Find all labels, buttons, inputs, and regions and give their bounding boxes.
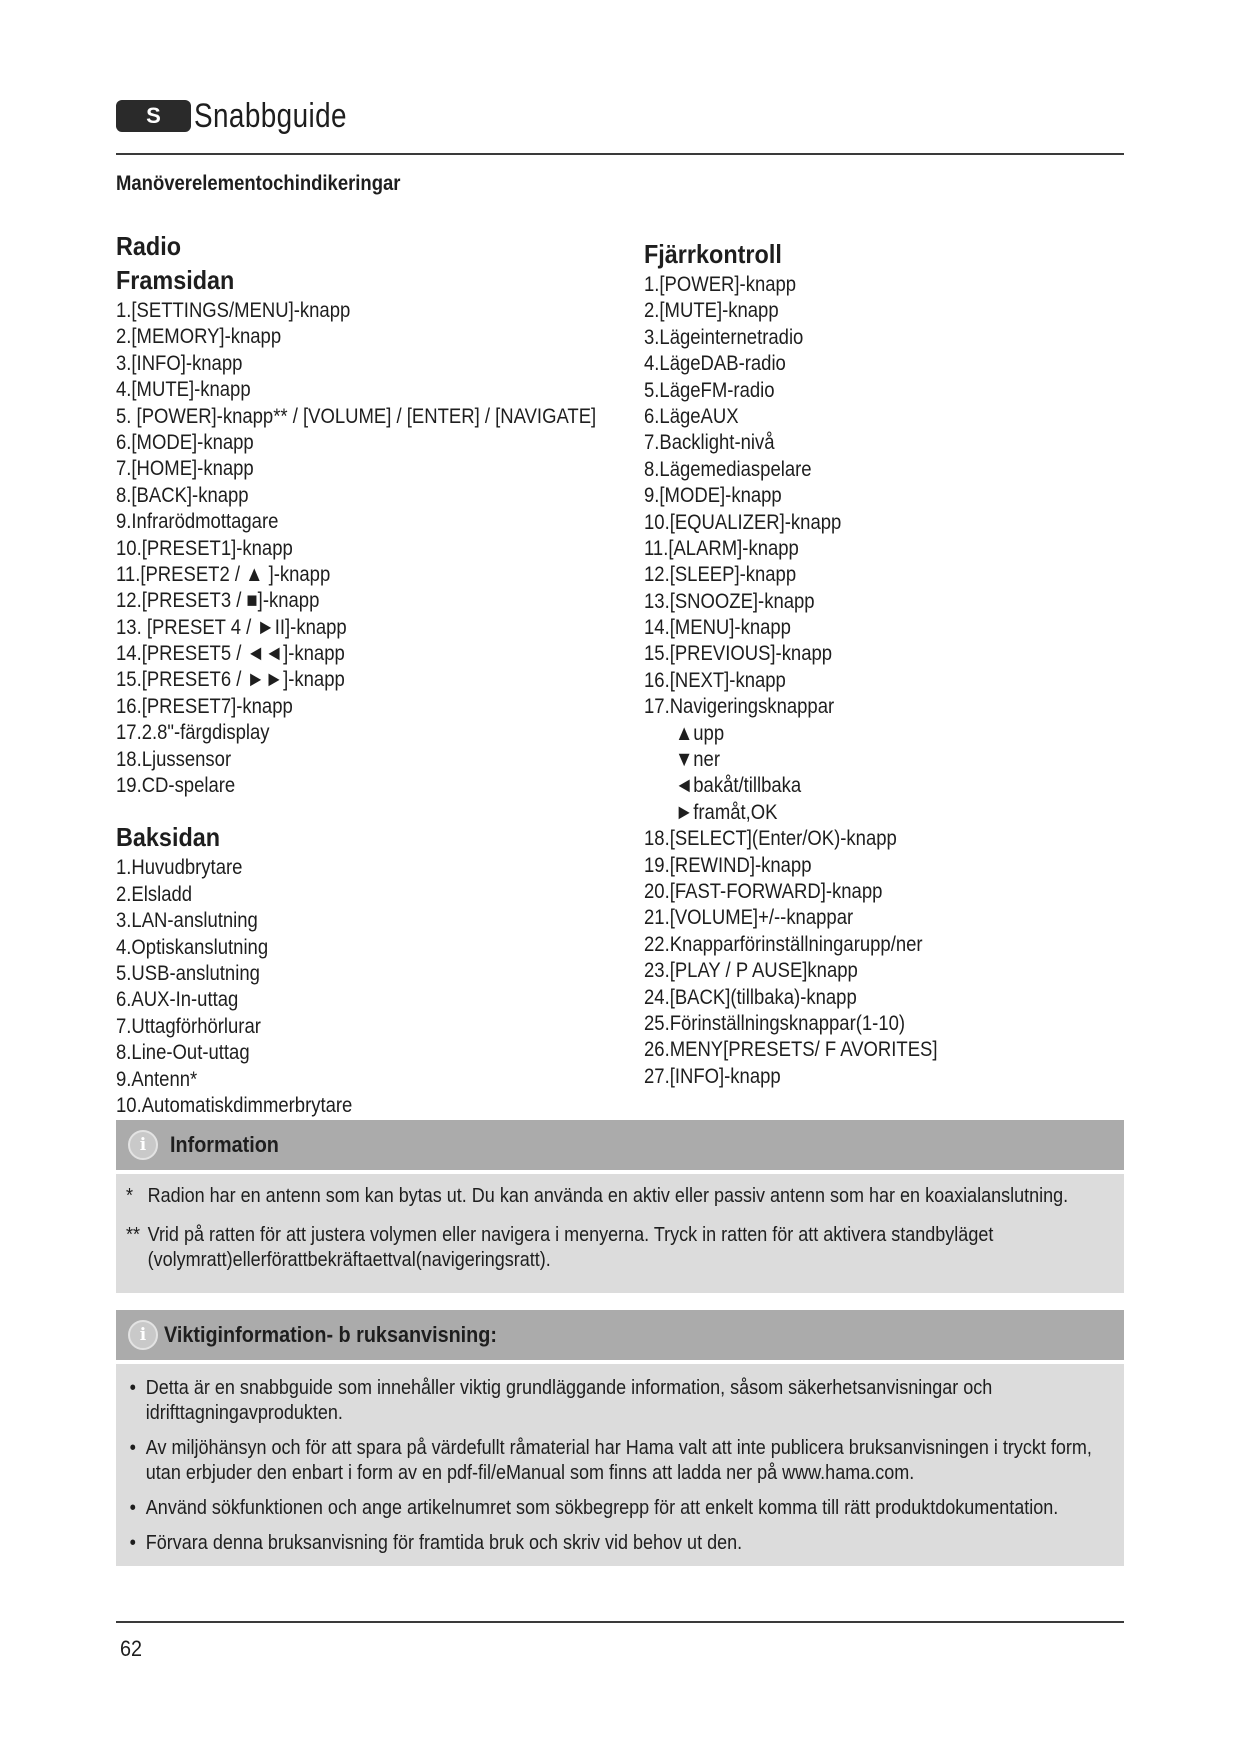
important-body xyxy=(116,1364,1124,1566)
list-item: 7.Uttagförhörlurar xyxy=(116,1013,261,1038)
list-item: 4.LägeDAB-radio xyxy=(644,351,786,376)
list-item: 16.[PRESET7]-knapp xyxy=(116,693,293,718)
list-item: 19.[REWIND]-knapp xyxy=(644,852,812,877)
list-item: 8.Line-Out-uttag xyxy=(116,1040,250,1065)
bullet-text: Förvara denna bruksanvisning för framtida bruk och skriv vid behov ut den. xyxy=(145,1532,743,1554)
list-item: 8.Lägemediaspelare xyxy=(644,456,812,481)
list-item: 6.LägeAUX xyxy=(644,403,739,428)
list-item: 17.Navigeringsknappar xyxy=(644,694,835,719)
page-number: 62 xyxy=(120,1636,143,1661)
list-item: 9.[MODE]-knapp xyxy=(644,483,782,508)
radio-heading: Radio xyxy=(116,231,182,261)
bullet-text: Använd sökfunktionen och ange artikelnumret som sökbegrepp för att enkelt komma till rätt produktdokumentation. xyxy=(145,1497,1059,1519)
remote-list-continued xyxy=(644,825,1124,1089)
list-item: 15.[PREVIOUS]-knapp xyxy=(644,641,833,666)
info-icon: i xyxy=(128,1130,158,1160)
list-item: 9.Antenn* xyxy=(116,1066,198,1091)
list-item: 1.[SETTINGS/MENU]-knapp xyxy=(116,298,351,322)
list-item: 20.[FAST-FORWARD]-knapp xyxy=(644,878,883,903)
list-item: 11.[ALARM]-knapp xyxy=(644,535,799,560)
note-item xyxy=(126,1223,1105,1273)
list-item: 5.LägeFM-radio xyxy=(644,377,775,402)
list-item: 22.Knapparförinställningarupp/ner xyxy=(644,931,923,956)
list-item: 4.[MUTE]-knapp xyxy=(116,377,251,402)
list-item: 27.[INFO]-knapp xyxy=(644,1063,781,1088)
note-marker: ** xyxy=(126,1224,141,1246)
list-item: 6.[MODE]-knapp xyxy=(116,429,254,454)
list-item: 13. [PRESET 4 / ►II]-knapp xyxy=(116,614,347,639)
list-item: 12.[PRESET3 / ■]-knapp xyxy=(116,588,320,613)
information-header xyxy=(116,1120,1124,1170)
page-header xyxy=(116,96,381,136)
list-item: 19.CD-spelare xyxy=(116,773,236,798)
back-heading: Baksidan xyxy=(116,822,221,853)
list-item: 2.[MUTE]-knapp xyxy=(644,298,779,323)
language-badge: S xyxy=(116,100,191,132)
list-item: ▲upp xyxy=(674,720,725,745)
list-item: 21.[VOLUME]+/--knappar xyxy=(644,905,854,930)
information-body xyxy=(116,1174,1124,1293)
remote-list xyxy=(644,271,1124,720)
list-item: ▼ner xyxy=(674,747,720,772)
list-item: 2.[MEMORY]-knapp xyxy=(116,324,282,349)
information-box xyxy=(116,1120,1124,1293)
list-item: 15.[PRESET6 / ►►]-knapp xyxy=(116,667,345,692)
note-text: Radion har en antenn som kan bytas ut. Du kan använda en aktiv eller passiv antenn som har en koaxialanslutning. xyxy=(147,1185,1069,1207)
important-title: Viktiginformation- b ruksanvisning: xyxy=(164,1322,497,1347)
list-item: 23.[PLAY / P AUSE]knapp xyxy=(644,958,858,983)
list-item: 25.Förinställningsknappar(1-10) xyxy=(644,1010,906,1035)
important-info-box xyxy=(116,1310,1124,1566)
bullet-item: • Detta är en snabbguide som innehåller viktig grundläggande information, såsom säkerhetsanvisningar och idrifttagningavprodukten. xyxy=(126,1376,1105,1426)
list-item: 3.Lägeinternetradio xyxy=(644,324,804,349)
front-list xyxy=(116,297,656,798)
list-item: 17.2.8"-färgdisplay xyxy=(116,720,270,745)
list-item: 14.[PRESET5 / ◄◄]-knapp xyxy=(116,641,345,666)
remote-column xyxy=(644,237,1124,1089)
list-item: ◄bakåt/tillbaka xyxy=(674,773,802,798)
note-item xyxy=(126,1184,1105,1209)
important-header xyxy=(116,1310,1124,1360)
list-item: 4.Optiskanslutning xyxy=(116,934,269,959)
list-item: 1.Huvudbrytare xyxy=(116,855,243,880)
front-heading: Framsidan xyxy=(116,265,235,295)
information-title: Information xyxy=(170,1132,279,1157)
list-item: 3.[INFO]-knapp xyxy=(116,350,243,375)
remote-heading: Fjärrkontroll xyxy=(644,239,782,269)
list-item: 13.[SNOOZE]-knapp xyxy=(644,588,815,613)
list-item: 10.Automatiskdimmerbrytare xyxy=(116,1092,353,1117)
note-text: Vrid på ratten för att justera volymen eller navigera i menyerna. Tryck in ratten för att aktivera standbyläget (volymratt)ellerförattbekräftaettval(navigeringsratt). xyxy=(147,1224,994,1271)
list-item: 10.[PRESET1]-knapp xyxy=(116,535,293,560)
bullet-item: • Förvara denna bruksanvisning för framtida bruk och skriv vid behov ut den. xyxy=(129,1532,743,1554)
bullet-text: Av miljöhänsyn och för att spara på värdefullt råmaterial har Hama valt att inte publicera bruksanvisningen i tryckt form, utan erbjuder den enbart i form av en pdf-fil/eManual som finns att ladda ner på www.hama.com. xyxy=(145,1437,1092,1484)
list-item: 8.[BACK]-knapp xyxy=(116,482,249,507)
page-title: Snabbguide xyxy=(194,96,347,135)
list-item: 9.Infrarödmottagare xyxy=(116,509,279,534)
list-item: 14.[MENU]-knapp xyxy=(644,615,791,640)
footer-divider xyxy=(116,1621,1124,1623)
list-item: 5. [POWER]-knapp** / [VOLUME] / [ENTER] / [NAVIGATE] xyxy=(116,403,597,428)
bullet-item: • Använd sökfunktionen och ange artikelnumret som sökbegrepp för att enkelt komma till rätt produktdokumentation. xyxy=(129,1497,1059,1519)
list-item: 5.USB-anslutning xyxy=(116,960,260,985)
list-item: 2.Elsladd xyxy=(116,881,193,906)
back-list xyxy=(116,854,656,1118)
list-item: 26.MENY[PRESETS/ F AVORITES] xyxy=(644,1037,938,1062)
list-item: ►framåt,OK xyxy=(674,799,778,824)
list-item: 7.Backlight-nivå xyxy=(644,430,775,455)
list-item: 1.[POWER]-knapp xyxy=(644,272,797,296)
bullet-item: • Av miljöhänsyn och för att spara på värdefullt råmaterial har Hama valt att inte publicera bruksanvisningen i tryckt form, utan erbjuder den enbart i form av en pdf-fil/eManual som finns att ladda ner på www.hama.com. xyxy=(126,1436,1105,1486)
bullet-text: Detta är en snabbguide som innehåller viktig grundläggande information, såsom säkerhetsanvisningar och idrifttagningavprodukten. xyxy=(145,1377,993,1424)
list-item: 11.[PRESET2 / ▲ ]-knapp xyxy=(116,561,331,586)
section-subtitle: Manöverelementochindikeringar xyxy=(116,172,401,195)
radio-column xyxy=(116,229,656,1118)
list-item: 12.[SLEEP]-knapp xyxy=(644,562,797,587)
list-item: 18.[SELECT](Enter/OK)-knapp xyxy=(644,826,897,851)
header-divider xyxy=(116,153,1124,155)
list-item: 7.[HOME]-knapp xyxy=(116,456,254,481)
remote-nav-list xyxy=(644,720,1124,826)
list-item: 10.[EQUALIZER]-knapp xyxy=(644,509,842,534)
list-item: 6.AUX-In-uttag xyxy=(116,987,239,1012)
list-item: 18.Ljussensor xyxy=(116,746,232,771)
note-marker: * xyxy=(126,1185,134,1207)
list-item: 16.[NEXT]-knapp xyxy=(644,667,786,692)
list-item: 24.[BACK](tillbaka)-knapp xyxy=(644,984,857,1009)
list-item: 3.LAN-anslutning xyxy=(116,908,258,933)
info-icon: i xyxy=(128,1320,158,1350)
